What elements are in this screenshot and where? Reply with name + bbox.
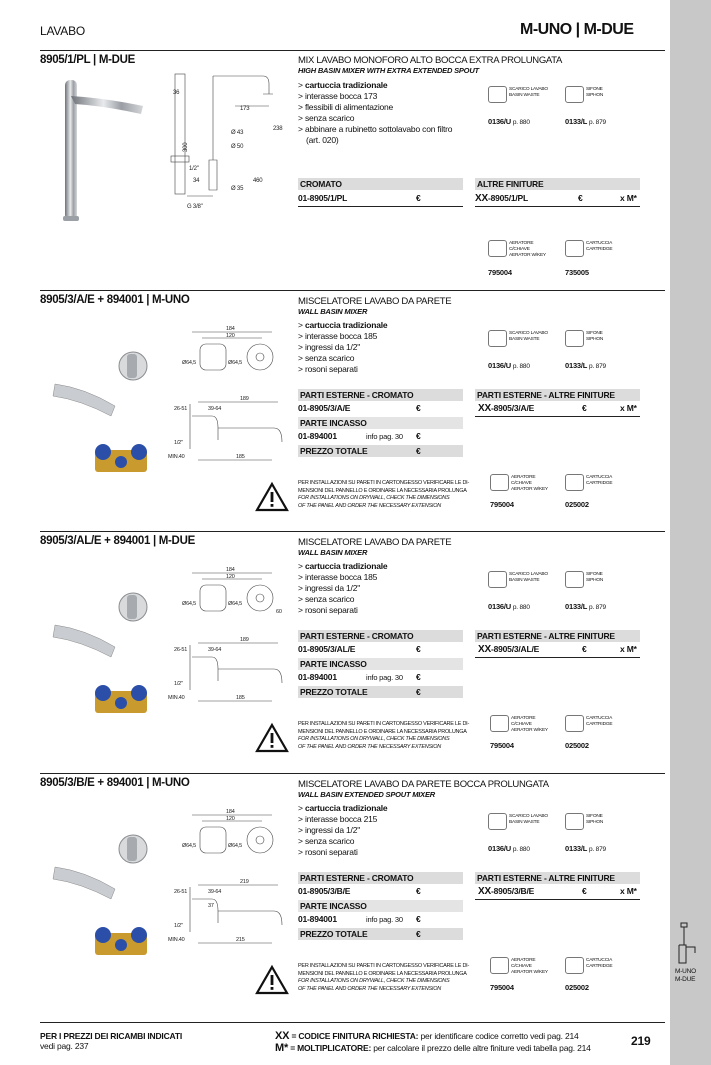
cartridge-icon	[565, 957, 584, 974]
product-code: 8905/3/A/E + 894001 | M-UNO	[40, 294, 190, 306]
dim-label: 184	[226, 567, 235, 573]
cartridge-icon	[565, 240, 584, 257]
feature: rosoni separati	[304, 847, 358, 857]
dim-label: 219	[240, 879, 249, 885]
dim-label: 189	[240, 637, 249, 643]
euro: €	[416, 193, 421, 203]
euro: €	[416, 431, 421, 441]
price-header-chrome: PARTI ESTERNE - CROMATO	[298, 630, 463, 642]
feature: cartuccia tradizionale	[304, 561, 388, 571]
dim-label: 300	[183, 142, 189, 152]
sku: 01-8905/3/A/E	[298, 403, 351, 413]
warning-text: PER INSTALLAZIONI SU PARETI IN CARTONGESSO VERIFICARE LE DI- MENSIONI DEL PANNELLO E ORDINARE LA NECESSARIA PROLUNGA FOR INSTALLATIONS ON DRYWALL, CHECK THE DIMENSIONS OF THE PANEL AND ORDER THE NECESSARY EXTENSION	[298, 721, 470, 750]
multiplier: x M*	[620, 886, 637, 896]
warning-text: PER INSTALLAZIONI SU PARETI IN CARTONGESSO VERIFICARE LE DI- MENSIONI DEL PANNELLO E ORDINARE LA NECESSARIA PROLUNGA FOR INSTALLATIONS ON DRYWALL, CHECK THE DIMENSIONS OF THE PANEL AND ORDER THE NECESSARY EXTENSION	[298, 480, 470, 509]
feature-list: > cartuccia tradizionale > interasse bocca 173 > flessibili di alimentazione > senza scarico > abbinare a rubinetto sottolavabo con filtro (art. 020)	[298, 80, 478, 146]
feature: senza scarico	[304, 594, 355, 604]
feature: ingressi da 1/2"	[304, 825, 361, 835]
dim-label: 184	[226, 326, 235, 332]
price-header-finishes: ALTRE FINITURE	[475, 178, 640, 190]
product-subtitle: HIGH BASIN MIXER WITH EXTRA EXTENDED SPOUT	[298, 66, 479, 75]
technical-drawing	[165, 70, 295, 210]
inc-info: info pag. 30	[366, 432, 403, 441]
feature: cartuccia tradizionale	[304, 80, 388, 90]
dim-label: 120	[226, 333, 235, 339]
sku: 01-8905/1/PL	[298, 193, 348, 203]
feature-list: > cartuccia tradizionale > interasse bocca 185 > ingressi da 1/2" > senza scarico > rosoni separati	[298, 320, 388, 374]
basin-waste-icon	[488, 86, 507, 103]
dim-label: 460	[253, 178, 263, 184]
dim-label: 185	[236, 695, 245, 701]
alt-sku: XX-8905/1/PL	[475, 193, 529, 204]
euro: €	[582, 644, 587, 654]
euro: €	[416, 644, 421, 654]
dim-label: 1/2"	[174, 681, 183, 687]
aerator-icon	[490, 474, 509, 491]
euro: €	[416, 403, 421, 413]
feature: interasse bocca 185	[304, 331, 378, 341]
dim-label: MIN.40	[168, 695, 185, 701]
dim-label: Ø 43	[231, 130, 244, 136]
multiplier: x M*	[620, 193, 637, 203]
dim-label: Ø64,5	[182, 843, 196, 849]
basin-waste-icon	[488, 330, 507, 347]
dim-label: 26-51	[174, 889, 188, 895]
technical-drawing	[168, 807, 293, 947]
price-header-incasso: PARTE INCASSO	[298, 658, 463, 670]
dim-label: Ø64,5	[228, 601, 242, 607]
divider	[40, 531, 665, 532]
price-header-chrome: PARTI ESTERNE - CROMATO	[298, 389, 463, 401]
feature: cartuccia tradizionale	[304, 320, 388, 330]
feature: senza scarico	[304, 836, 355, 846]
product-title: MISCELATORE LAVABO DA PARETE	[298, 296, 452, 307]
product-code: 8905/1/PL | M-DUE	[40, 54, 136, 66]
dim-label: Ø 50	[231, 144, 244, 150]
aerator-icon	[490, 957, 509, 974]
feature: rosoni separati	[304, 605, 358, 615]
price-header-chrome: PARTI ESTERNE - CROMATO	[298, 872, 463, 884]
dim-label: 39-64	[208, 406, 222, 412]
siphon-icon	[565, 330, 584, 347]
price-header-incasso: PARTE INCASSO	[298, 417, 463, 429]
product-subtitle: WALL BASIN MIXER	[298, 307, 368, 316]
inc-info: info pag. 30	[366, 673, 403, 682]
product-photo	[45, 585, 165, 725]
dim-label: 189	[240, 396, 249, 402]
feature: cartuccia tradizionale	[304, 803, 388, 813]
basin-waste-icon	[488, 571, 507, 588]
dim-label: 37	[208, 903, 214, 909]
dim-label: Ø64,5	[182, 360, 196, 366]
sku: 01-8905/3/AL/E	[298, 644, 356, 654]
dim-label: 39-64	[208, 889, 222, 895]
product-code: 8905/3/AL/E + 894001 | M-DUE	[40, 535, 195, 547]
dim-label: Ø 35	[231, 186, 244, 192]
divider	[40, 290, 665, 291]
series-title: M-UNO | M-DUE	[520, 21, 634, 38]
feature: senza scarico	[304, 113, 355, 123]
warning-icon	[255, 965, 289, 995]
euro: €	[416, 672, 421, 682]
inc-sku: 01-894001	[298, 672, 337, 682]
dim-label: 173	[240, 106, 250, 112]
footer-xx-note: XX = CODICE FINITURA RICHIESTA: per identificare codice corretto vedi pag. 214	[275, 1030, 579, 1042]
product-photo	[45, 344, 165, 484]
warning-icon	[255, 482, 289, 512]
alt-sku: XX-8905/3/AL/E	[478, 644, 540, 655]
dim-label: 238	[273, 126, 283, 132]
euro: €	[582, 403, 587, 413]
side-label: M-UNO M-DUE	[675, 968, 697, 983]
dim-label: 1/2"	[174, 923, 183, 929]
feature: flessibili di alimentazione	[304, 102, 394, 112]
feature: interasse bocca 215	[304, 814, 378, 824]
product-title: MISCELATORE LAVABO DA PARETE	[298, 537, 452, 548]
siphon-icon	[565, 86, 584, 103]
dim-label: 1/2"	[174, 440, 183, 446]
dim-label: 26-51	[174, 406, 188, 412]
section-title: LAVABO	[40, 24, 86, 38]
dim-label: MIN.40	[168, 937, 185, 943]
product-subtitle: WALL BASIN EXTENDED SPOUT MIXER	[298, 790, 436, 799]
multiplier: x M*	[620, 403, 637, 413]
price-header-finishes: PARTI ESTERNE - ALTRE FINITURE	[475, 389, 640, 401]
aerator-icon	[488, 240, 507, 257]
siphon-icon	[565, 813, 584, 830]
footer-m-note: M* = MOLTIPLICATORE: per calcolare il prezzo delle altre finiture vedi tabella pag. 214	[275, 1042, 591, 1054]
dim-label: 185	[236, 454, 245, 460]
dim-label: 39-64	[208, 647, 222, 653]
dim-label: 60	[276, 609, 282, 615]
feature: interasse bocca 185	[304, 572, 378, 582]
dim-label: 184	[226, 809, 235, 815]
price-header-chrome: CROMATO	[298, 178, 463, 190]
product-title: MISCELATORE LAVABO DA PARETE BOCCA PROLUNGATA	[298, 779, 549, 790]
basin-waste-icon	[488, 813, 507, 830]
siphon-icon	[565, 571, 584, 588]
alt-sku: XX-8905/3/B/E	[478, 886, 535, 897]
alt-sku: XX-8905/3/A/E	[478, 403, 535, 414]
cartridge-icon	[565, 474, 584, 491]
page-number: 219	[631, 1034, 651, 1048]
multiplier: x M*	[620, 644, 637, 654]
product-title: MIX LAVABO MONOFORO ALTO BOCCA EXTRA PROLUNGATA	[298, 55, 563, 66]
dim-label: 1/2"	[189, 166, 199, 172]
feature: interasse bocca 173	[304, 91, 378, 101]
price-total: PREZZO TOTALE €	[298, 686, 463, 698]
side-tab	[670, 0, 711, 1065]
feature: senza scarico	[304, 353, 355, 363]
price-header-finishes: PARTI ESTERNE - ALTRE FINITURE	[475, 630, 640, 642]
dim-label: Ø64,5	[228, 843, 242, 849]
euro: €	[416, 886, 421, 896]
aerator-icon	[490, 715, 509, 732]
dim-label: 120	[226, 574, 235, 580]
footer-left-note: vedi pag. 237	[40, 1041, 89, 1051]
dim-label: 215	[236, 937, 245, 943]
euro: €	[578, 193, 583, 203]
price-total: PREZZO TOTALE €	[298, 928, 463, 940]
warning-icon	[255, 723, 289, 753]
inc-sku: 01-894001	[298, 431, 337, 441]
euro: €	[416, 914, 421, 924]
product-photo	[45, 72, 155, 222]
sku: 01-8905/3/B/E	[298, 886, 351, 896]
feature: abbinare a rubinetto sottolavabo con filtro	[304, 124, 453, 134]
divider	[40, 773, 665, 774]
feature-list: > cartuccia tradizionale > interasse bocca 215 > ingressi da 1/2" > senza scarico > rosoni separati	[298, 803, 388, 857]
dim-label: 120	[226, 816, 235, 822]
product-subtitle: WALL BASIN MIXER	[298, 548, 368, 557]
dim-label: MIN.40	[168, 454, 185, 460]
warning-text: PER INSTALLAZIONI SU PARETI IN CARTONGESSO VERIFICARE LE DI- MENSIONI DEL PANNELLO E ORDINARE LA NECESSARIA PROLUNGA FOR INSTALLATIONS ON DRYWALL, CHECK THE DIMENSIONS OF THE PANEL AND ORDER THE NECESSARY EXTENSION	[298, 963, 470, 992]
price-header-incasso: PARTE INCASSO	[298, 900, 463, 912]
faucet-icon	[673, 921, 703, 965]
divider	[40, 50, 665, 51]
inc-info: info pag. 30	[366, 915, 403, 924]
feature: ingressi da 1/2"	[304, 342, 361, 352]
product-photo	[45, 827, 165, 967]
dim-label: 34	[193, 178, 200, 184]
dim-label: G 3/8"	[187, 204, 203, 210]
feature: rosoni separati	[304, 364, 358, 374]
inc-sku: 01-894001	[298, 914, 337, 924]
feature: ingressi da 1/2"	[304, 583, 361, 593]
dim-label: 36	[173, 90, 180, 96]
technical-drawing	[168, 565, 293, 705]
footer-left-title: PER I PREZZI DEI RICAMBI INDICATI	[40, 1031, 182, 1041]
cartridge-icon	[565, 715, 584, 732]
euro: €	[582, 886, 587, 896]
dim-label: Ø64,5	[228, 360, 242, 366]
product-code: 8905/3/B/E + 894001 | M-UNO	[40, 777, 190, 789]
dim-label: 26-51	[174, 647, 188, 653]
feature-list: > cartuccia tradizionale > interasse bocca 185 > ingressi da 1/2" > senza scarico > rosoni separati	[298, 561, 388, 615]
dim-label: Ø64,5	[182, 601, 196, 607]
technical-drawing	[168, 324, 293, 464]
price-header-finishes: PARTI ESTERNE - ALTRE FINITURE	[475, 872, 640, 884]
feature: (art. 020)	[306, 135, 339, 145]
price-total: PREZZO TOTALE €	[298, 445, 463, 457]
